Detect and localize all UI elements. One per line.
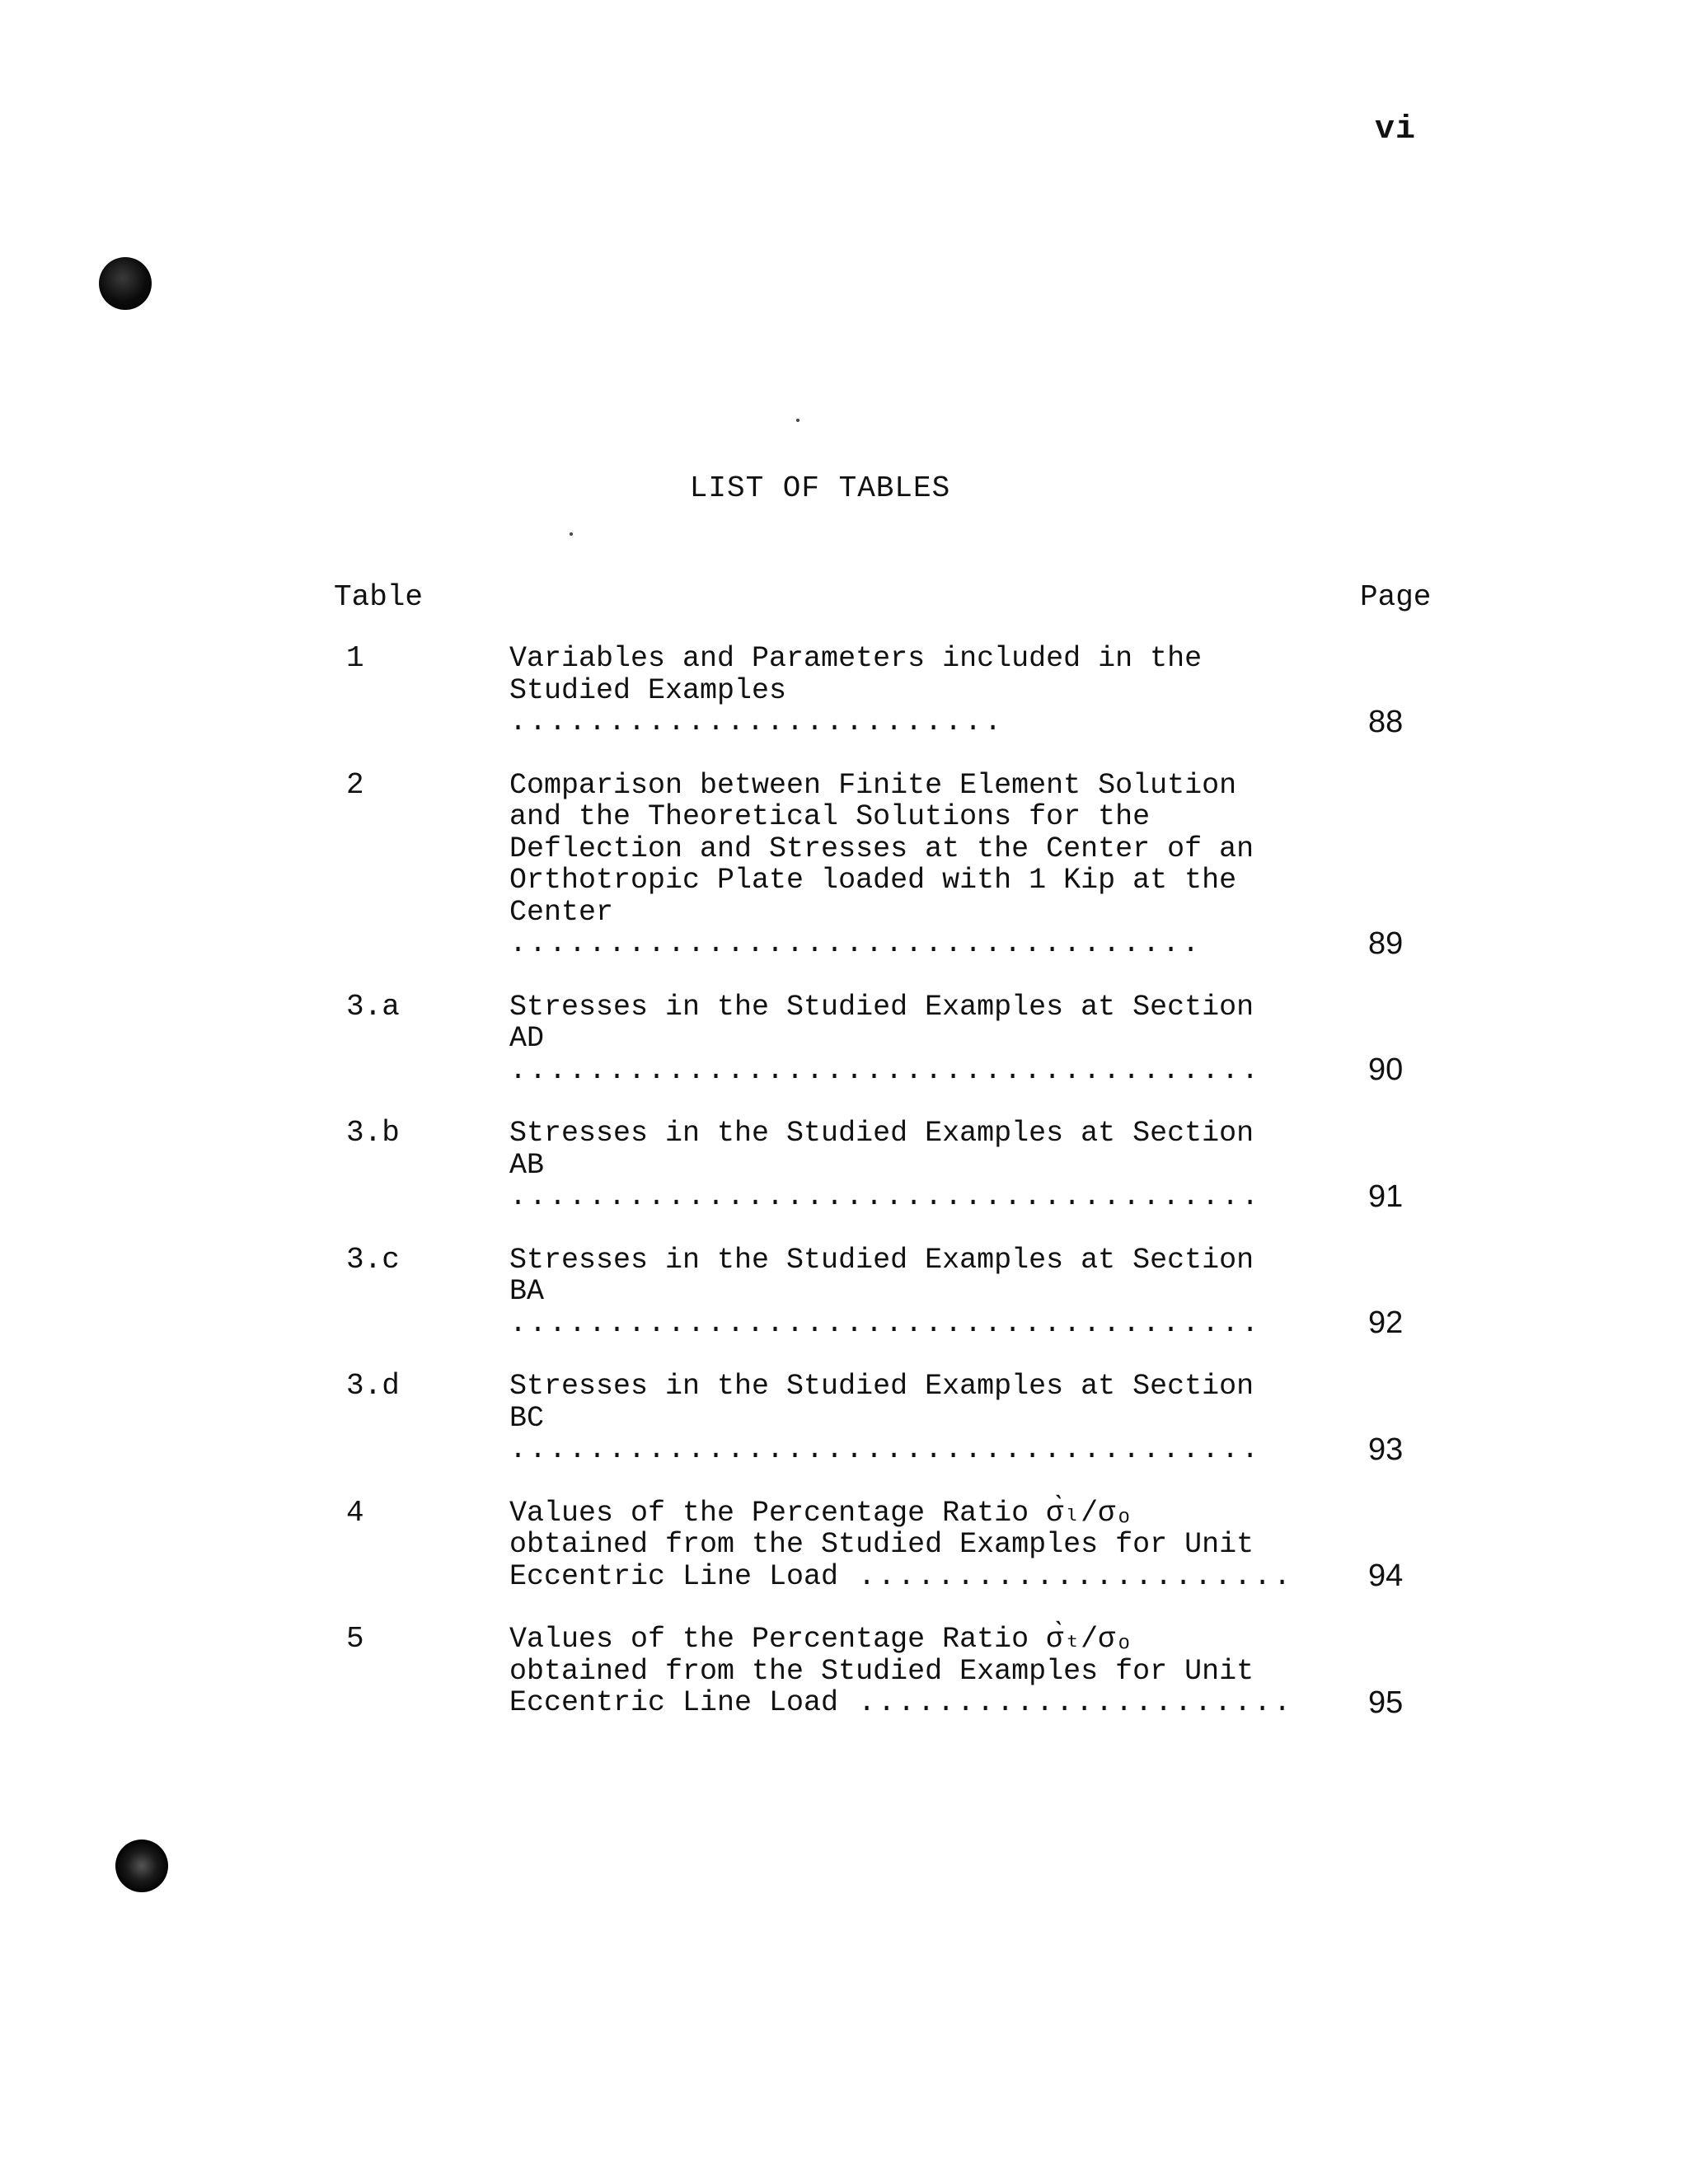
speck-mark bbox=[796, 419, 799, 422]
table-entry bbox=[0, 1497, 1688, 1593]
table-entry-title-line: BC bbox=[509, 1401, 545, 1435]
dot-leader: ...................... bbox=[838, 1686, 1294, 1719]
table-entry-title bbox=[509, 770, 1301, 960]
dot-leader: ...................................... bbox=[509, 1022, 1262, 1087]
table-entry-page: 89 bbox=[1368, 926, 1404, 961]
table-entry-title bbox=[509, 643, 1301, 738]
table-entry-title bbox=[509, 1371, 1301, 1466]
table-entry-title-line: Values of the Percentage Ratio σ̀ₜ/σₒ bbox=[509, 1623, 1133, 1656]
table-entry-title bbox=[509, 991, 1301, 1087]
punch-hole-bottom bbox=[115, 1840, 168, 1892]
table-entry bbox=[0, 1624, 1688, 1719]
table-entry-title-line: AB bbox=[509, 1148, 545, 1182]
table-entry-title-line: Variables and Parameters included in the bbox=[509, 642, 1203, 675]
table-entry-number: 2 bbox=[346, 767, 364, 802]
table-entry-number: 3.d bbox=[346, 1369, 400, 1403]
table-entry-title-line: and the Theoretical Solutions for the bbox=[509, 800, 1151, 833]
table-entry-title-line: Eccentric Line Load bbox=[509, 1559, 839, 1593]
table-entry-number: 3.c bbox=[346, 1242, 400, 1277]
page-column-label: Page bbox=[1360, 580, 1432, 614]
table-entry-title bbox=[509, 1244, 1301, 1340]
table-entry bbox=[0, 643, 1688, 738]
table-entry-number: 3.a bbox=[346, 989, 400, 1024]
table-entry-title-line: Eccentric Line Load bbox=[509, 1686, 839, 1719]
table-entry-page: 95 bbox=[1368, 1685, 1404, 1720]
speck-mark bbox=[570, 532, 573, 536]
table-column-label: Table bbox=[334, 580, 424, 614]
table-entry-title-line: obtained from the Studied Examples for Unit bbox=[509, 1654, 1254, 1688]
table-entry-title-line: BA bbox=[509, 1275, 545, 1308]
table-entry-title bbox=[509, 1118, 1301, 1213]
punch-hole-top bbox=[99, 257, 152, 310]
dot-leader: ................................... bbox=[509, 895, 1203, 960]
table-entry bbox=[0, 991, 1688, 1087]
dot-leader: ...................................... bbox=[509, 1401, 1262, 1466]
dot-leader: ...................... bbox=[838, 1559, 1294, 1593]
table-entry bbox=[0, 1118, 1688, 1213]
table-entry-title-line: Stresses in the Studied Examples at Section bbox=[509, 1117, 1254, 1150]
table-entry-number: 5 bbox=[346, 1622, 364, 1656]
table-entry-title-line: AD bbox=[509, 1022, 545, 1055]
table-entry bbox=[0, 767, 1688, 961]
table-entry-title-line: Center bbox=[509, 895, 614, 929]
table-entry-page: 91 bbox=[1368, 1179, 1404, 1214]
table-entry-title-line: Stresses in the Studied Examples at Section bbox=[509, 1243, 1254, 1277]
dot-leader: ......................... bbox=[509, 673, 1005, 738]
table-entry-page: 93 bbox=[1368, 1432, 1404, 1467]
table-entry bbox=[0, 1244, 1688, 1340]
table-entry-title-line: Values of the Percentage Ratio σ̀ₗ/σₒ bbox=[509, 1496, 1133, 1530]
table-entries bbox=[0, 643, 1688, 1750]
table-entry bbox=[0, 1371, 1688, 1466]
table-entry-number: 1 bbox=[346, 641, 364, 675]
table-entry-title-line: obtained from the Studied Examples for Unit bbox=[509, 1528, 1254, 1561]
table-entry-page: 90 bbox=[1368, 1052, 1404, 1087]
table-entry-title-line: Comparison between Finite Element Solution bbox=[509, 768, 1237, 802]
table-entry-page: 92 bbox=[1368, 1305, 1404, 1340]
page-number: vi bbox=[1375, 111, 1417, 148]
table-entry-page: 94 bbox=[1368, 1558, 1404, 1593]
table-entry-title-line: Deflection and Stresses at the Center of an bbox=[509, 832, 1254, 865]
table-entry-number: 4 bbox=[346, 1495, 364, 1530]
table-entry-title-line: Stresses in the Studied Examples at Section bbox=[509, 1370, 1254, 1403]
table-entry-title-line: Orthotropic Plate loaded with 1 Kip at the bbox=[509, 864, 1237, 897]
table-entry-title bbox=[509, 1624, 1301, 1719]
dot-leader: ...................................... bbox=[509, 1275, 1262, 1340]
table-entry-title bbox=[509, 1497, 1301, 1593]
table-entry-page: 88 bbox=[1368, 704, 1404, 739]
table-entry-number: 3.b bbox=[346, 1116, 400, 1150]
dot-leader: ...................................... bbox=[509, 1148, 1262, 1213]
list-of-tables-heading: LIST OF TABLES bbox=[689, 471, 951, 505]
table-entry-title-line: Stresses in the Studied Examples at Section bbox=[509, 990, 1254, 1024]
table-entry-title-line: Studied Examples bbox=[509, 673, 787, 707]
